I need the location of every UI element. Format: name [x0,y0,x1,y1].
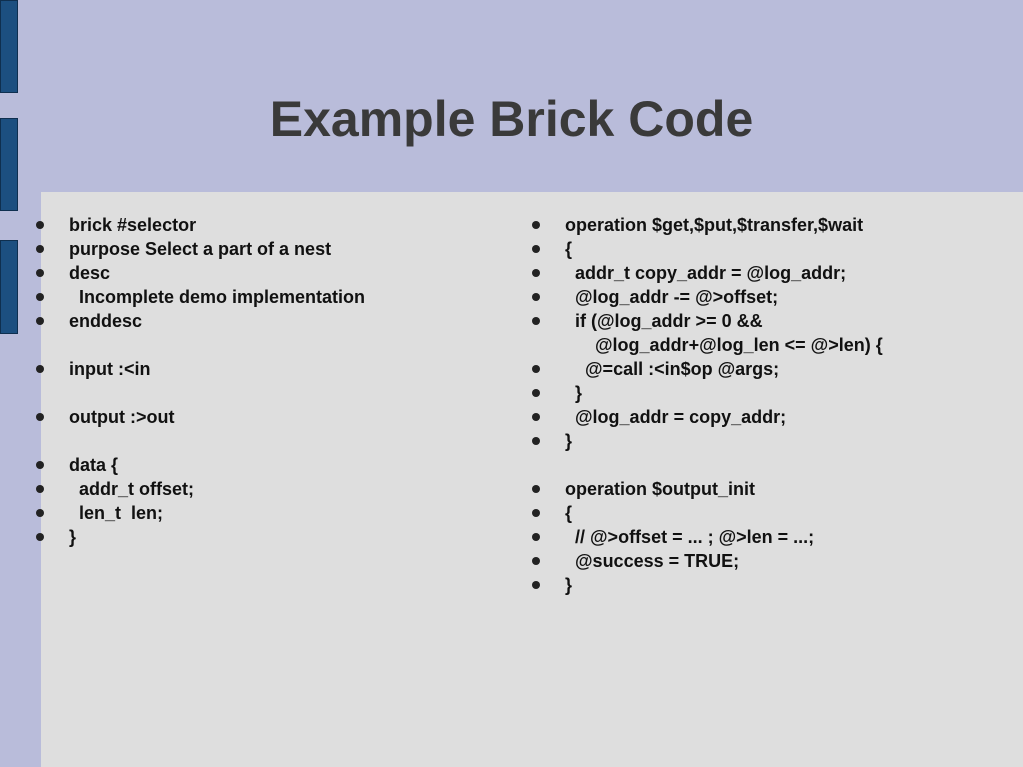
code-line-text: brick #selector [69,215,197,235]
code-line-text: operation $get,$put,$transfer,$wait [565,215,864,235]
code-line-text: if (@log_addr >= 0 && [565,311,763,331]
code-line-text: input :<in [69,359,151,379]
code-line-text: } [565,383,583,403]
code-line-text: purpose Select a part of a nest [69,239,332,259]
code-line-text: @success = TRUE; [565,551,740,571]
code-line-text: enddesc [69,311,143,331]
bullet-dot-icon [532,533,540,541]
code-line-text: Incomplete demo implementation [69,287,366,307]
code-line-text: @log_addr = copy_addr; [565,407,787,427]
code-line-text: addr_t copy_addr = @log_addr; [565,263,847,283]
bullet-dot-icon [36,509,44,517]
bullet-dot-icon [532,581,540,589]
code-line-text: } [69,527,77,547]
bullet-dot-icon [36,365,44,373]
bullet-dot-icon [36,269,44,277]
bullet-dot-icon [532,317,540,325]
bullet-dot-icon [532,245,540,253]
bullet-dot-icon [36,485,44,493]
bullet-dot-icon [532,557,540,565]
decorative-side-bar [0,240,18,334]
code-line-text: output :>out [69,407,175,427]
code-line-text: @log_addr -= @>offset; [565,287,779,307]
slide-title: Example Brick Code [269,91,754,147]
code-line-text: addr_t offset; [69,479,195,499]
bullet-dot-icon [532,221,540,229]
bullet-dot-icon [36,221,44,229]
bullet-dot-icon [36,317,44,325]
decorative-side-bar [0,0,18,93]
code-line-text: desc [69,263,111,283]
bullet-dot-icon [532,509,540,517]
bullet-dot-icon [532,413,540,421]
code-line-text: @=call :<in$op @args; [565,359,780,379]
code-line-text: // @>offset = ... ; @>len = ...; [565,527,815,547]
code-line-text: data { [69,455,119,475]
code-line-text: operation $output_init [565,479,755,499]
bullet-dot-icon [532,437,540,445]
bullet-dot-icon [36,533,44,541]
code-line-text: { [565,239,573,259]
bullet-dot-icon [36,413,44,421]
bullet-dot-icon [532,269,540,277]
code-line-text: { [565,503,573,523]
code-line-text: len_t len; [69,503,164,523]
bullet-dot-icon [532,389,540,397]
code-line-text: @log_addr+@log_len <= @>len) { [565,335,883,355]
bullet-dot-icon [36,245,44,253]
code-line-text: } [565,575,573,595]
bullet-dot-icon [532,365,540,373]
bullet-dot-icon [36,461,44,469]
code-line-text: } [565,431,573,451]
bullet-dot-icon [532,293,540,301]
bullet-dot-icon [532,485,540,493]
bullet-dot-icon [36,293,44,301]
